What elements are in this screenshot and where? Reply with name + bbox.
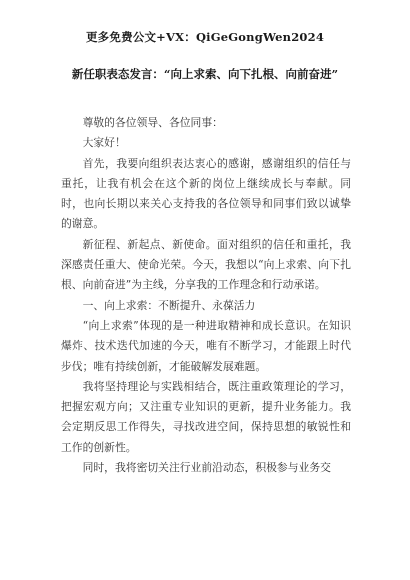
- salutation: 尊敬的各位领导、各位同事：: [82, 116, 223, 129]
- paragraph-learning: 我将坚持理论与实践相结合，既注重政策理论的学习，把握宏观方向；又注重专业知识的更新，提升业务能力。我会定期反思工作得失，寻找改进空间，保持思想的敏锐性和工作的创新性。: [61, 379, 351, 454]
- greeting: 大家好！: [82, 136, 126, 150]
- paragraph-thanks: 首先，我要向组织表达衷心的感谢，感谢组织的信任与重托，让我有机会在这个新的岗位上继续成长与奉献。同时，也向长期以来关心支持我的各位领导和同事们致以诚挚的谢意。: [61, 156, 351, 231]
- section-heading-1: 一、向上求索：不断提升、永葆活力: [82, 298, 256, 312]
- promo-header: 更多免费公文+VX：QiGeGongWen2024: [85, 30, 325, 44]
- speech-title: 新任职表态发言：“向上求索、向下扎根、向前奋进”: [71, 67, 339, 81]
- paragraph-seek-upward: “向上求索”体现的是一种进取精神和成长意识。在知识爆炸、技术迭代加速的今天，唯有不断学习，才能跟上时代步伐；唯有持续创新，才能破解发展难题。: [61, 318, 351, 373]
- speech-body: [61, 113, 351, 478]
- paragraph-frontier: 同时，我将密切关注行业前沿动态，积极参与业务交: [82, 461, 331, 475]
- paragraph-new-journey: 新征程、新起点、新使命。面对组织的信任和重托，我深感责任重大、使命光荣。今天，我想以“向上求索、向下扎根、向前奋进”为主线，分享我的工作理念和行动承诺。: [61, 237, 351, 292]
